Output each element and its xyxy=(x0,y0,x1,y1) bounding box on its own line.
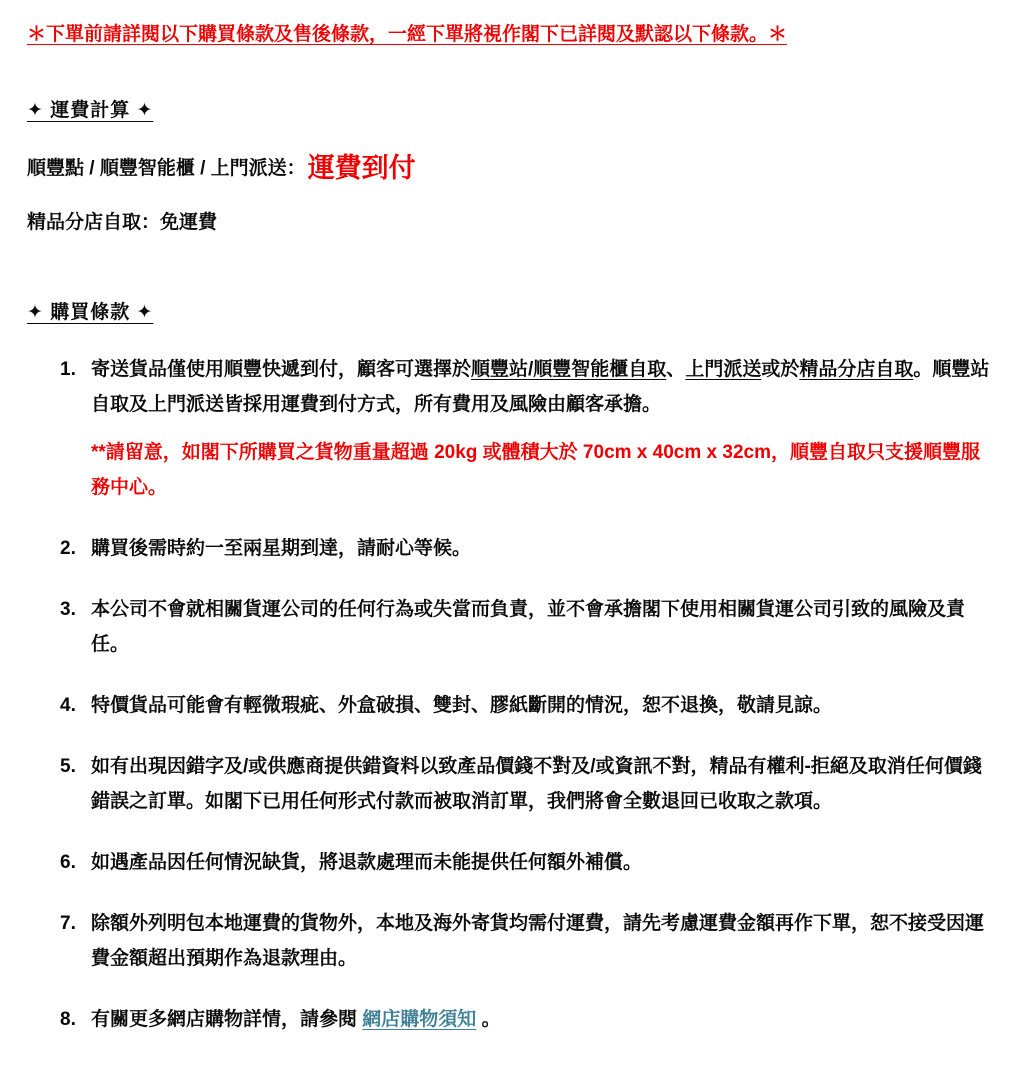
term-body xyxy=(91,592,996,662)
term-item-5 xyxy=(60,749,996,819)
term-text: 特價貨品可能會有輕微瑕疵、外盒破損、雙封、膠紙斷開的情況，恕不退換，敬請見諒。 xyxy=(91,694,833,716)
term-item-1 xyxy=(60,352,996,505)
term-1-seg-a: 寄送貨品僅使用順豐快遞到付，顧客可選擇於 xyxy=(91,358,472,380)
term-body xyxy=(91,845,996,880)
purchase-terms-heading: ✦ 購買條款 ✦ xyxy=(27,301,154,323)
term-body xyxy=(91,688,996,723)
term-8-seg-before: 有關更多網店購物詳情，請參閱 xyxy=(91,1008,363,1030)
shipping-line-pickup: 精品分店自取：免運費 xyxy=(27,212,218,234)
term-1-seg-b: 、 xyxy=(666,358,686,380)
term-body xyxy=(91,906,996,976)
term-text: 如遇產品因任何情況缺貨，將退款處理而未能提供任何額外補償。 xyxy=(91,851,643,873)
term-1-seg-d: 。順豐站自取及上門派送皆採用運費到付方式，所有費用及風險由顧客承擔。 xyxy=(91,358,990,415)
term-body xyxy=(91,749,996,819)
term-number: 3. xyxy=(60,598,76,620)
term-number: 2. xyxy=(60,537,76,559)
term-item-3 xyxy=(60,592,996,662)
term-item-8 xyxy=(60,1002,996,1037)
term-number: 8. xyxy=(60,1008,76,1030)
term-item-6 xyxy=(60,845,996,880)
term-item-2 xyxy=(60,531,996,566)
term-text: 購買後需時約一至兩星期到達，請耐心等候。 xyxy=(91,537,472,559)
term-number: 6. xyxy=(60,851,76,873)
shipping-fee-heading: ✦ 運費計算 ✦ xyxy=(27,100,154,122)
freight-collect-value: 運費到付 xyxy=(307,153,416,184)
term-text: 除額外列明包本地運費的貨物外，本地及海外寄貨均需付運費，請先考慮運費金額再作下單，恕不接受因運費金額超出預期作為退款理由。 xyxy=(91,912,985,969)
term-number: 7. xyxy=(60,912,76,934)
term-number: 5. xyxy=(60,755,76,777)
terms-list xyxy=(27,352,996,1037)
term-number: 4. xyxy=(60,694,76,716)
term-8-seg-after: 。 xyxy=(476,1008,501,1030)
term-body xyxy=(91,352,996,505)
shipping-methods-label: 順豐點 / 順豐智能櫃 / 上門派送： xyxy=(27,157,306,179)
term-1-underline-home-delivery: 上門派送 xyxy=(685,358,762,380)
term-number: 1. xyxy=(60,358,76,380)
term-1-underline-sf-station: 順豐站/順豐智能櫃自取 xyxy=(471,358,667,380)
term-text xyxy=(91,352,996,422)
shipping-line-methods xyxy=(27,154,996,184)
order-warning-banner: ＊下單前請詳閱以下購買條款及售後條款，一經下單將視作閣下已詳閱及默認以下條款。＊ xyxy=(27,24,788,45)
term-body xyxy=(91,531,996,566)
term-item-4 xyxy=(60,688,996,723)
online-shopping-guide-link[interactable]: 網店購物須知 xyxy=(362,1008,477,1030)
term-1-red-note: **請留意，如閣下所購買之貨物重量超過 20kg 或體積大於 70cm x 40cm x 32cm，順豐自取只支援順豐服務中心。 xyxy=(91,441,980,498)
term-item-7 xyxy=(60,906,996,976)
term-body xyxy=(91,1002,996,1037)
term-text: 如有出現因錯字及/或供應商提供錯資料以致產品價錢不對及/或資訊不對，精品有權利-拒絕及取消任何價錢錯誤之訂單。如閣下已用任何形式付款而被取消訂單，我們將會全數退回已收取之款項。 xyxy=(91,755,982,812)
term-1-underline-store-pickup: 精品分店自取 xyxy=(799,358,914,380)
term-text: 本公司不會就相關貨運公司的任何行為或失當而負責，並不會承擔閣下使用相關貨運公司引致的風險及責任。 xyxy=(91,598,966,655)
term-text xyxy=(91,1002,996,1037)
term-1-seg-c: 或於 xyxy=(761,358,800,380)
